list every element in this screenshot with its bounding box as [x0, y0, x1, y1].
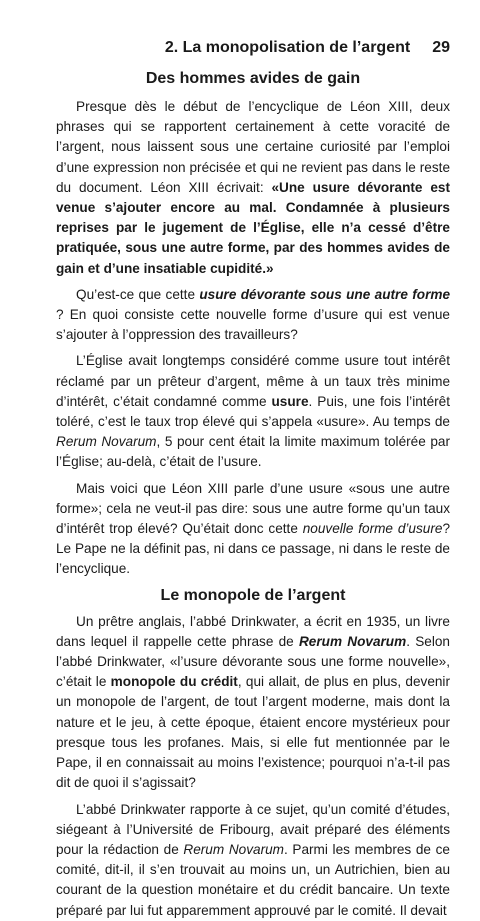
bold-term: usure [271, 393, 309, 409]
paragraph [56, 800, 450, 921]
italic-title: Rerum Novarum [56, 434, 157, 450]
paragraph-text: Qu’est-ce que cette [76, 286, 200, 302]
paragraph-text: , qui allait, de plus en plus, devenir un monopole de l’argent, de tout l’argent moderne, mais dont la nature et le jeu, à cette époque, étaient encore mystérieux pour presque tous les profanes. Mais, si elle fut mentionnée par le Pape, il en connaissait au moins l’existence; pourquoi n’a-t-il pas dit de quoi il s’agissait? [56, 674, 450, 791]
bold-quote: «Une usure dévorante est venue s’ajouter encore au mal. Condamnée à plusieurs reprises par le jugement de l’Église, elle n’a cessé d’être pratiquée, sous une autre forme, par des hommes avides de gain et d’une insatiable cupidité.» [56, 179, 450, 276]
paragraph-text: , 5 pour cent était la limite maximum tolérée par l’Église; au-delà, c’était de l’usure. [56, 434, 450, 470]
paragraph-text: Mais voici que Léon XIII parle d’une usure «sous une autre forme»; cela ne veut-il pas dire: sous une autre forme qu’un taux d’intérêt trop élevé? Qu’était donc cette [56, 480, 450, 537]
paragraph-text: L’Église avait longtemps considéré comme usure tout intérêt réclamé par un prêteur d’argent, même à un taux très minime d’intérêt, c’était condamné comme [56, 353, 450, 409]
paragraph-text: ? Le Pape ne la définit pas, ni dans ce passage, ni dans le reste de l’encyclique. [56, 521, 450, 577]
paragraph-text: . Parmi les membres de ce comité, dit-il, il s’en trouvait au moins un, un Autrichien, bien au courant de la question monétaire et du crédit bancaire. Un texte préparé par lui fut apparemment approuvé par le comité. Il devait [56, 841, 450, 918]
emphasis: usure dévorante sous une autre forme [199, 286, 451, 302]
paragraph-text: . Selon l’abbé Drinkwater, «l’usure dévorante sous une forme nouvelle», c’était le [56, 633, 450, 690]
paragraph [56, 97, 450, 279]
paragraph [56, 285, 450, 346]
italic-term: nouvelle forme d’usure [302, 521, 443, 537]
section-heading: Le monopole de l’argent [160, 586, 346, 604]
paragraph-text: ? En quoi consiste cette nouvelle forme d’usure qui est venue s’ajouter à l’oppression des travailleurs? [56, 307, 450, 343]
paragraph-text: . Puis, une fois l’intérêt toléré, c’est le taux trop élevé qui s’appela «usure». Au temps de [56, 393, 450, 430]
paragraph [56, 612, 450, 794]
paragraph-text: L’abbé Drinkwater rapporte à ce sujet, qu’un comité d’études, siégeant à l’Université de Fribourg, avait préparé des éléments pour la rédaction de [56, 801, 450, 857]
bold-term: monopole du crédit [110, 674, 238, 690]
paragraph-text: Presque dès le début de l’encyclique de Léon XIII, deux phrases qui se rapportent certainement à cette voracité de l’argent, nous laissent sous une certaine curiosité par l’emploi d’une expression non précisée et qui ne revient pas dans le reste du document. Léon XIII écrivait: [56, 99, 450, 195]
chapter-title: 2. La monopolisation de l’argent [164, 39, 411, 56]
page-number: 29 [432, 39, 450, 56]
italic-title: Rerum Novarum [183, 841, 284, 857]
section-heading: Des hommes avides de gain [145, 70, 361, 87]
bold-italic-title: Rerum Novarum [298, 633, 407, 649]
running-head [56, 38, 450, 58]
paragraph [56, 479, 450, 580]
paragraph-text: Un prêtre anglais, l’abbé Drinkwater, a écrit en 1935, un livre dans lequel il rappelle cette phrase de [56, 613, 450, 649]
paragraph [56, 351, 450, 472]
